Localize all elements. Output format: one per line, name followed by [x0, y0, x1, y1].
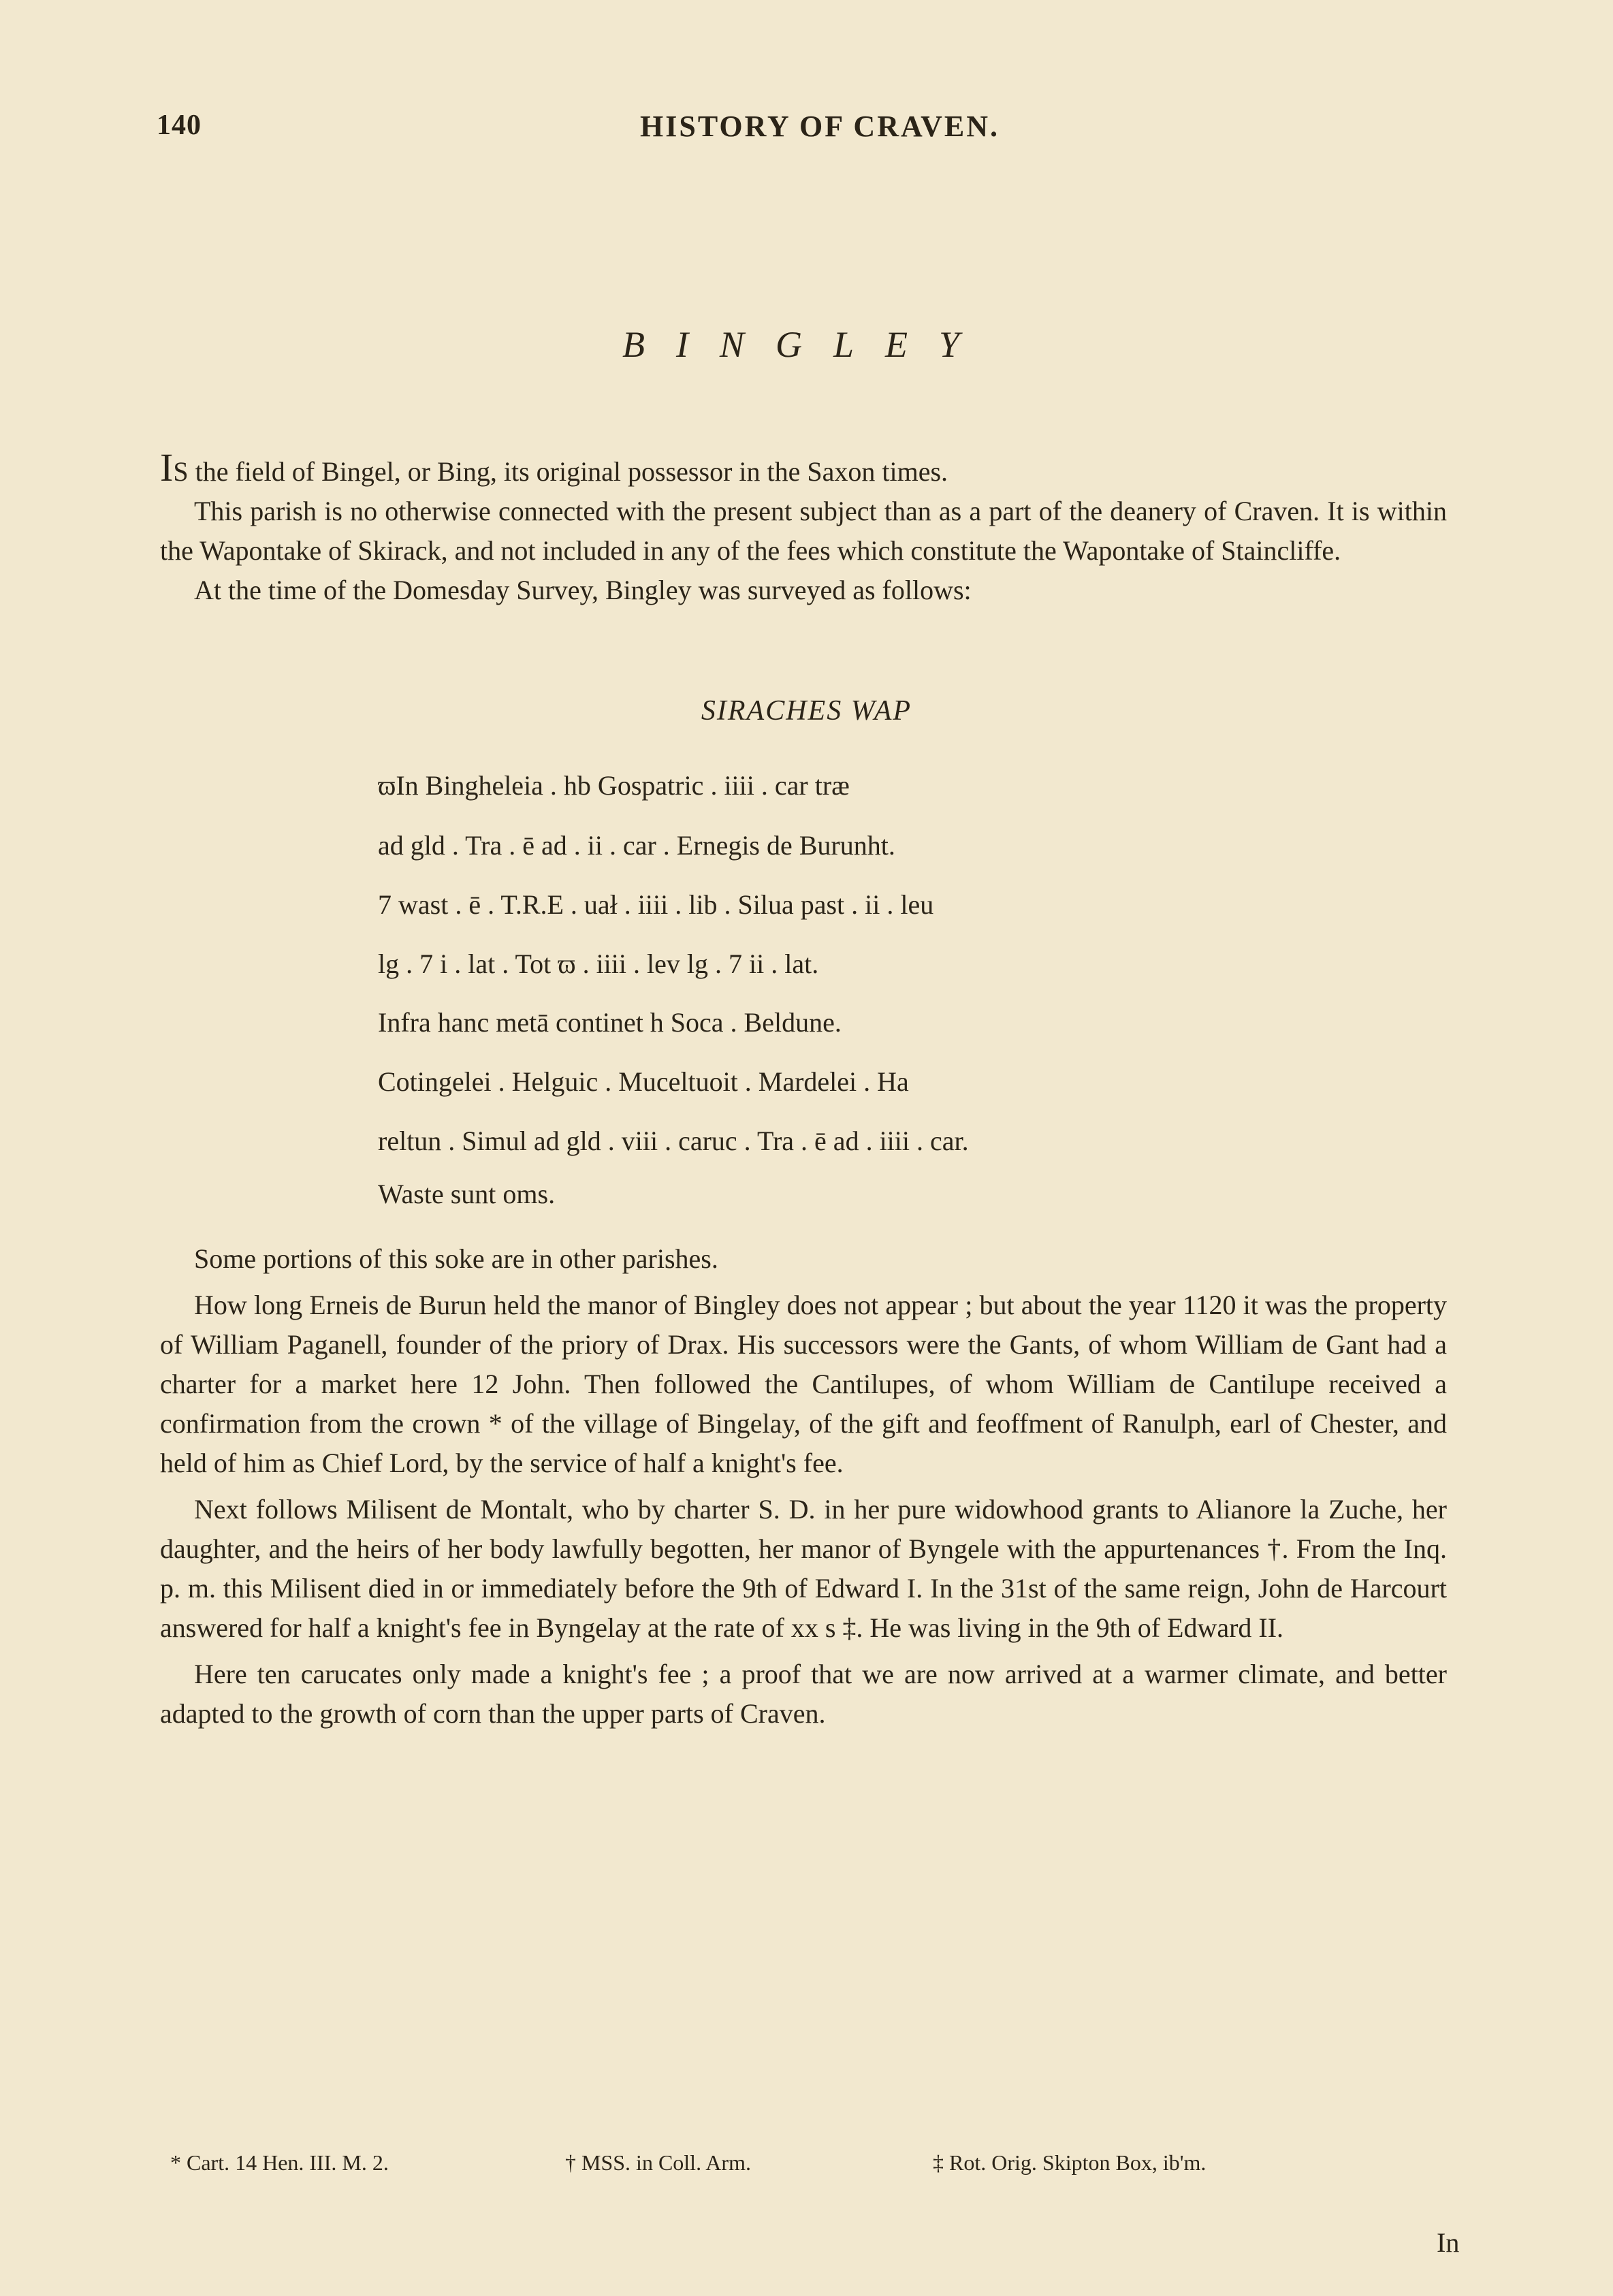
body-text [160, 1239, 1447, 1740]
chapter-title: BINGLEY [622, 324, 991, 365]
body-paragraph: Next follows Milisent de Montalt, who by charter S. D. in her pure widowhood grants to Alianore la Zuche, her daughter, and the heirs of her body lawfully begotten, her manor of Byngele with the appurtenances †. From the Inq. p. m. this Milisent died in or immediately before the 9th of Edward I. In the 31st of the same reign, John de Harcourt answered for half a knight's fee in Byngelay at the rate of xx s ‡. He was living in the 9th of Edward II. [160, 1494, 1447, 1643]
intro-paragraph-2: This parish is no otherwise connected with the present subject than as a part of the deanery of Craven. It is within the Wapontake of Skirack, and not included in any of the fees which constitute the Wapontake of Staincliffe. [160, 496, 1447, 566]
domesday-line: ad gld . Tra . ē ad . ii . car . Ernegis de Burunht. [378, 830, 895, 861]
domesday-line: Cotingelei . Helguic . Muceltuoit . Mardelei . Ha [378, 1066, 909, 1097]
intro-paragraph-3: At the time of the Domesday Survey, Bingley was surveyed as follows: [194, 575, 972, 605]
intro-paragraph-1-text: S the field of Bingel, or Bing, its original possessor in the Saxon times. [173, 456, 948, 487]
domesday-line: reltun . Simul ad gld . viii . caruc . Tra . ē ad . iiii . car. [378, 1126, 969, 1156]
body-paragraph: How long Erneis de Burun held the manor of Bingley does not appear ; but about the year 1120 it was the property of William Paganell, founder of the priory of Drax. His successors were the Gants, of whom William de Gant had a charter for a market here 12 John. Then followed the Cantilupes, of whom William de Cantilupe received a confirmation from the crown * of the village of Bingelay, of the gift and feoffment of Ranulph, earl of Chester, and held of him as Chief Lord, by the service of half a knight's fee. [160, 1290, 1447, 1478]
domesday-line: lg . 7 i . lat . Tot ϖ . iiii . lev lg . 7 ii . lat. [378, 948, 819, 979]
intro-paragraph-1 [160, 445, 1447, 492]
footnote: † MSS. in Coll. Arm. [565, 2150, 751, 2175]
body-paragraph: Here ten carucates only made a knight's fee ; a proof that we are now arrived at a warmer climate, and better adapted to the growth of corn than the upper parts of Craven. [160, 1659, 1447, 1729]
domesday-line: 7 wast . ē . T.R.E . uał . iiii . lib . Silua past . ii . leu [378, 889, 934, 920]
running-title: HISTORY OF CRAVEN. [640, 110, 1000, 143]
intro-text [160, 445, 1447, 610]
drop-cap: I [160, 445, 174, 490]
footnote: * Cart. 14 Hen. III. M. 2. [170, 2150, 389, 2175]
catchword: In [1437, 2227, 1460, 2258]
section-heading: SIRACHES WAP [701, 695, 912, 727]
domesday-line: Infra hanc metā continet h Soca . Beldune. [378, 1007, 842, 1038]
page-number: 140 [157, 110, 202, 141]
domesday-line: ϖIn Bingheleia . hb Gospatric . iiii . car træ [378, 770, 850, 801]
body-paragraph: Some portions of this soke are in other parishes. [194, 1243, 718, 1274]
footnote: ‡ Rot. Orig. Skipton Box, ib'm. [933, 2150, 1207, 2175]
domesday-line: Waste sunt oms. [378, 1179, 556, 1209]
